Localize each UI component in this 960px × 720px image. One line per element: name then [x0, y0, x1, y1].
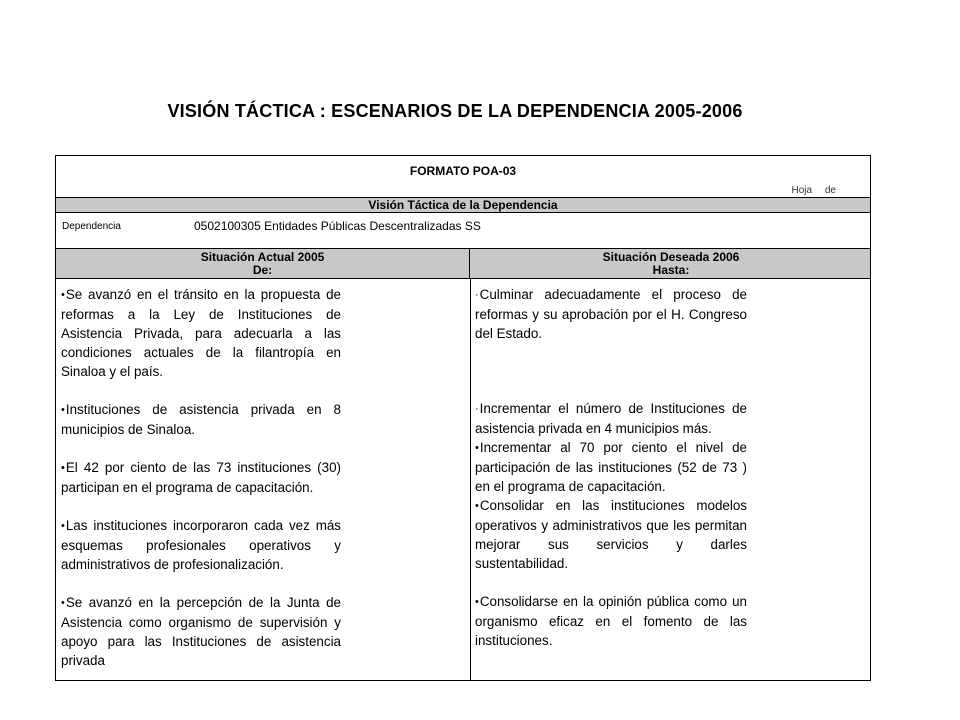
list-item: •Se avanzó en la percepción de la Junta de Asistencia como organismo de supervisión y apoyo para las Instituciones de asistencia privada [61, 595, 341, 668]
bullet-icon: • [61, 520, 65, 532]
form-body [56, 279, 870, 681]
dependency-label: Dependencia [62, 221, 121, 232]
bullet-icon: · [475, 289, 479, 301]
column-divider [470, 279, 471, 681]
sheet-label: Hoja [791, 185, 813, 196]
bullet-icon: • [475, 596, 479, 608]
list-item: •Consolidar en las instituciones modelos operativos y administrativos que les permitan mejorar sus servicios y darles sustentabilidad. [475, 498, 747, 571]
desired-situation-title: Situación Deseada 2006 [602, 250, 740, 264]
list-item: •Las instituciones incorporaron cada vez más esquemas profesionales operativos y administrativos de profesionalización. [61, 518, 341, 572]
list-item: •Instituciones de asistencia privada en 8 municipios de Sinaloa. [61, 402, 341, 437]
of-label: de [824, 185, 836, 196]
form-header [56, 156, 870, 198]
column-headers [56, 249, 870, 279]
dependency-value: 0502100305 Entidades Públicas Descentralizadas SS [194, 219, 481, 233]
bullet-icon: • [61, 404, 65, 416]
bullet-icon: • [61, 462, 65, 474]
sheet-indicator [782, 185, 836, 196]
bullet-icon: • [475, 442, 479, 454]
current-situation-sub: De: [252, 263, 273, 277]
dependency-row [56, 213, 870, 249]
poa-form [55, 155, 871, 681]
bullet-icon: • [61, 597, 65, 609]
list-item: ·Incrementar el número de Instituciones de asistencia privada en 4 municipios más. [475, 401, 747, 436]
page-title: VISIÓN TÁCTICA : ESCENARIOS DE LA DEPENDENCIA 2005-2006 [167, 101, 743, 121]
list-item: •Consolidarse en la opinión pública como un organismo eficaz en el fomento de las instituciones. [475, 594, 747, 648]
desired-items-list [475, 285, 747, 650]
desired-situation-sub: Hasta: [652, 263, 690, 277]
desired-situation-header [470, 249, 871, 279]
bullet-icon: • [61, 289, 65, 301]
bullet-icon: • [475, 500, 479, 512]
current-situation-title: Situación Actual 2005 [200, 250, 325, 264]
list-item: •Incrementar al 70 por ciento el nivel de participación de las instituciones (52 de 73 ) en el programa de capacitación. [475, 440, 747, 494]
vision-header: Visión Táctica de la Dependencia [56, 198, 870, 213]
list-item: ·Culminar adecuadamente el proceso de reformas y su aprobación por el H. Congreso del Estado. [475, 287, 747, 341]
current-situation-header [56, 249, 470, 279]
list-item: •El 42 por ciento de las 73 instituciones (30) participan en el programa de capacitación. [61, 460, 341, 495]
list-item: •Se avanzó en el tránsito en la propuesta de reformas a la Ley de Instituciones de Asistencia Privada, para adecuarla a las condiciones actuales de la filantropía en Sinaloa y el país. [61, 287, 341, 379]
form-code: FORMATO POA-03 [409, 164, 517, 178]
current-items-list [61, 285, 341, 681]
bullet-icon: · [475, 403, 479, 415]
